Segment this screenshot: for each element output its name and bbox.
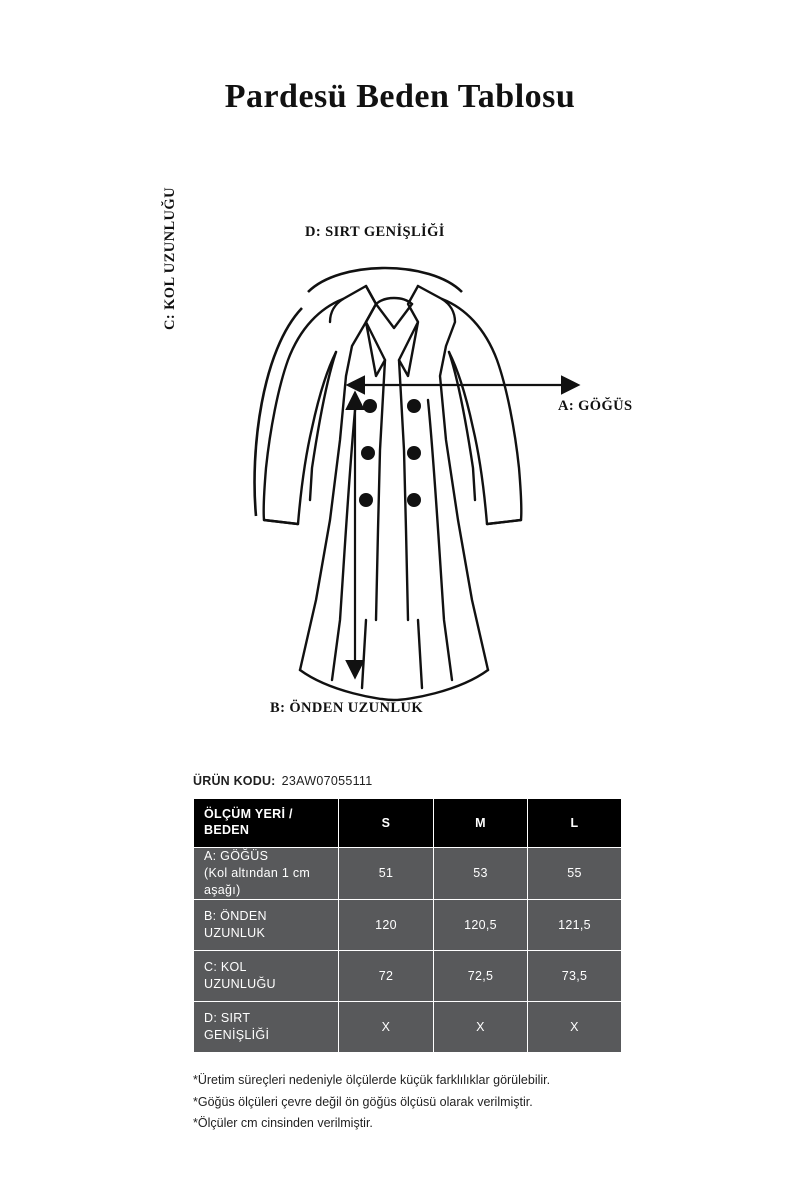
row-label-chest	[194, 848, 339, 900]
table-row	[194, 950, 622, 1001]
row-label-sleeve-length	[194, 950, 339, 1001]
cell-chest-s: 51	[339, 848, 434, 900]
row-label-sleeve-length-line2: UZUNLUĞU	[204, 976, 276, 991]
col-header-l: L	[528, 799, 622, 848]
sleeve-length-measure-arc	[255, 308, 302, 516]
cell-chest-l: 55	[528, 848, 622, 900]
size-table-wrapper	[193, 798, 621, 1053]
label-back-width: D: SIRT GENİŞLİĞİ	[305, 224, 445, 240]
cell-sleeve-length-m: 72,5	[434, 950, 528, 1001]
cell-sleeve-length-l: 73,5	[528, 950, 622, 1001]
col-header-s: S	[339, 799, 434, 848]
size-table-head	[194, 799, 622, 848]
cell-front-length-l: 121,5	[528, 899, 622, 950]
row-label-chest-line3: aşağı)	[204, 882, 241, 897]
coat-buttons	[359, 399, 421, 507]
back-width-measure-arc	[308, 268, 462, 292]
cell-back-width-s: X	[339, 1001, 434, 1052]
note-2: *Göğüs ölçüleri çevre değil ön göğüs ölçüsü olarak verilmiştir.	[193, 1094, 533, 1109]
cell-front-length-m: 120,5	[434, 899, 528, 950]
col-header-measurement	[194, 799, 339, 848]
product-code	[193, 774, 373, 788]
row-label-chest-line2: (Kol altından 1 cm	[204, 865, 311, 880]
row-label-front-length-line1: B: ÖNDEN	[204, 908, 267, 923]
table-row	[194, 1001, 622, 1052]
row-label-back-width	[194, 1001, 339, 1052]
note-3: *Ölçüler cm cinsinden verilmiştir.	[193, 1116, 373, 1130]
table-row	[194, 899, 622, 950]
size-table-body	[194, 848, 622, 1053]
col-header-measurement-line1: ÖLÇÜM YERİ /	[204, 807, 293, 822]
notes-block	[193, 1070, 713, 1135]
table-row	[194, 848, 622, 900]
label-sleeve-length: C: KOL UZUNLUĞU	[162, 187, 178, 330]
cell-back-width-m: X	[434, 1001, 528, 1052]
table-header-row	[194, 799, 622, 848]
note-1: *Üretim süreçleri nedeniyle ölçülerde küçük farklılıklar görülebilir.	[193, 1073, 551, 1087]
row-label-back-width-line2: GENİŞLİĞİ	[204, 1027, 270, 1042]
cell-front-length-s: 120	[339, 899, 434, 950]
cell-chest-m: 53	[434, 848, 528, 900]
label-chest: A: GÖĞÜS	[558, 398, 633, 414]
coat-measurement-diagram	[162, 187, 640, 740]
row-label-sleeve-length-line1: C: KOL	[204, 959, 247, 974]
row-label-chest-line1: A: GÖĞÜS	[204, 849, 269, 863]
product-code-value: 23AW07055111	[281, 774, 373, 788]
page-title: Pardesü Beden Tablosu	[224, 78, 576, 115]
row-label-back-width-line1: D: SIRT	[204, 1010, 251, 1025]
row-label-front-length-line2: UZUNLUK	[204, 925, 266, 940]
col-header-m: M	[434, 799, 528, 848]
col-header-measurement-line2: BEDEN	[204, 823, 250, 837]
row-label-front-length	[194, 899, 339, 950]
coat-illustration-svg	[180, 200, 640, 740]
product-code-label: ÜRÜN KODU:	[193, 774, 276, 788]
cell-sleeve-length-s: 72	[339, 950, 434, 1001]
cell-back-width-l: X	[528, 1001, 622, 1052]
size-table	[193, 798, 622, 1053]
label-front-length: B: ÖNDEN UZUNLUK	[270, 700, 424, 716]
